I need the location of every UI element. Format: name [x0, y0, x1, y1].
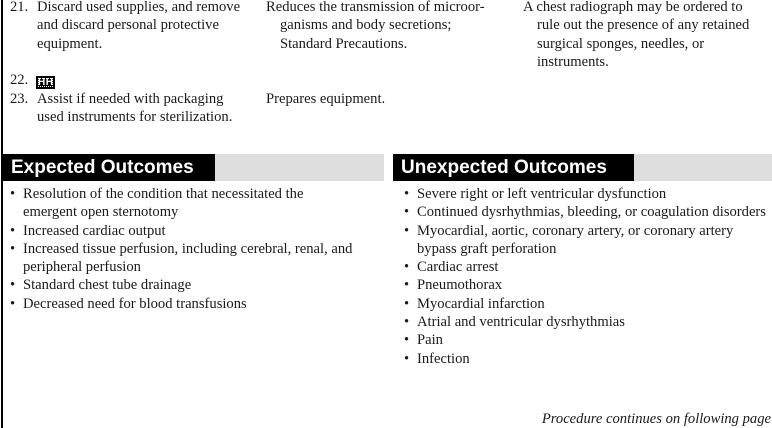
step-text: Discard used supplies, and remove and discard personal protective equipment.	[37, 0, 241, 52]
list-item: • Resolution of the condition that necessitated the emergent open sternotomy	[9, 185, 354, 222]
unexpected-outcomes-list	[403, 185, 768, 368]
step-number: 23.	[10, 91, 29, 107]
step-rationale	[266, 0, 506, 53]
list-item: • Myocardial, aortic, coronary artery, or coronary artery bypass graft perforation	[403, 222, 768, 259]
consideration-line: A chest radiograph may be ordered to	[523, 0, 743, 15]
list-item: • Cardiac arrest	[403, 258, 768, 276]
list-item: • Increased cardiac output	[9, 222, 354, 240]
list-item: • Continued dysrhythmias, bleeding, or coagulation disorders	[403, 203, 768, 221]
list-item: • Pneumothorax	[403, 276, 768, 294]
list-item: • Increased tissue perfusion, including cerebral, renal, and peripheral perfusion	[9, 240, 354, 277]
rationale-line: Standard Precautions.	[280, 35, 408, 52]
left-margin-rule	[1, 0, 3, 428]
expected-outcomes-title: Expected Outcomes	[3, 154, 215, 181]
page-continuation-note: Procedure continues on following page	[541, 411, 771, 427]
step-text: Assist if needed with packaging used instruments for sterilization.	[37, 91, 233, 126]
consideration-line: surgical sponges, needles, or	[537, 35, 705, 52]
list-item: • Standard chest tube drainage	[9, 276, 354, 294]
step-number: 22.	[10, 72, 29, 88]
step-number: 21.	[10, 0, 29, 15]
unexpected-outcomes-title: Unexpected Outcomes	[393, 154, 634, 181]
list-item: • Myocardial infarction	[403, 295, 768, 313]
list-item: • Infection	[403, 350, 768, 368]
consideration-line: instruments.	[537, 53, 609, 70]
consideration-line: rule out the presence of any retained	[537, 17, 750, 34]
list-item: • Severe right or left ventricular dysfunction	[403, 185, 768, 203]
expected-outcomes-list	[9, 185, 354, 313]
rationale-line: ganisms and body secretions;	[280, 17, 452, 34]
list-item: • Pain	[403, 331, 768, 349]
list-item: • Atrial and ventricular dysrhythmias	[403, 313, 768, 331]
step-rationale: Prepares equipment.	[266, 91, 386, 107]
list-item: • Decreased need for blood transfusions	[9, 295, 354, 313]
hand-hygiene-badge: HH	[38, 77, 54, 88]
hand-hygiene-icon	[36, 71, 55, 89]
step-special-considerations	[523, 0, 768, 71]
rationale-line: Reduces the transmission of microor-	[266, 0, 485, 15]
